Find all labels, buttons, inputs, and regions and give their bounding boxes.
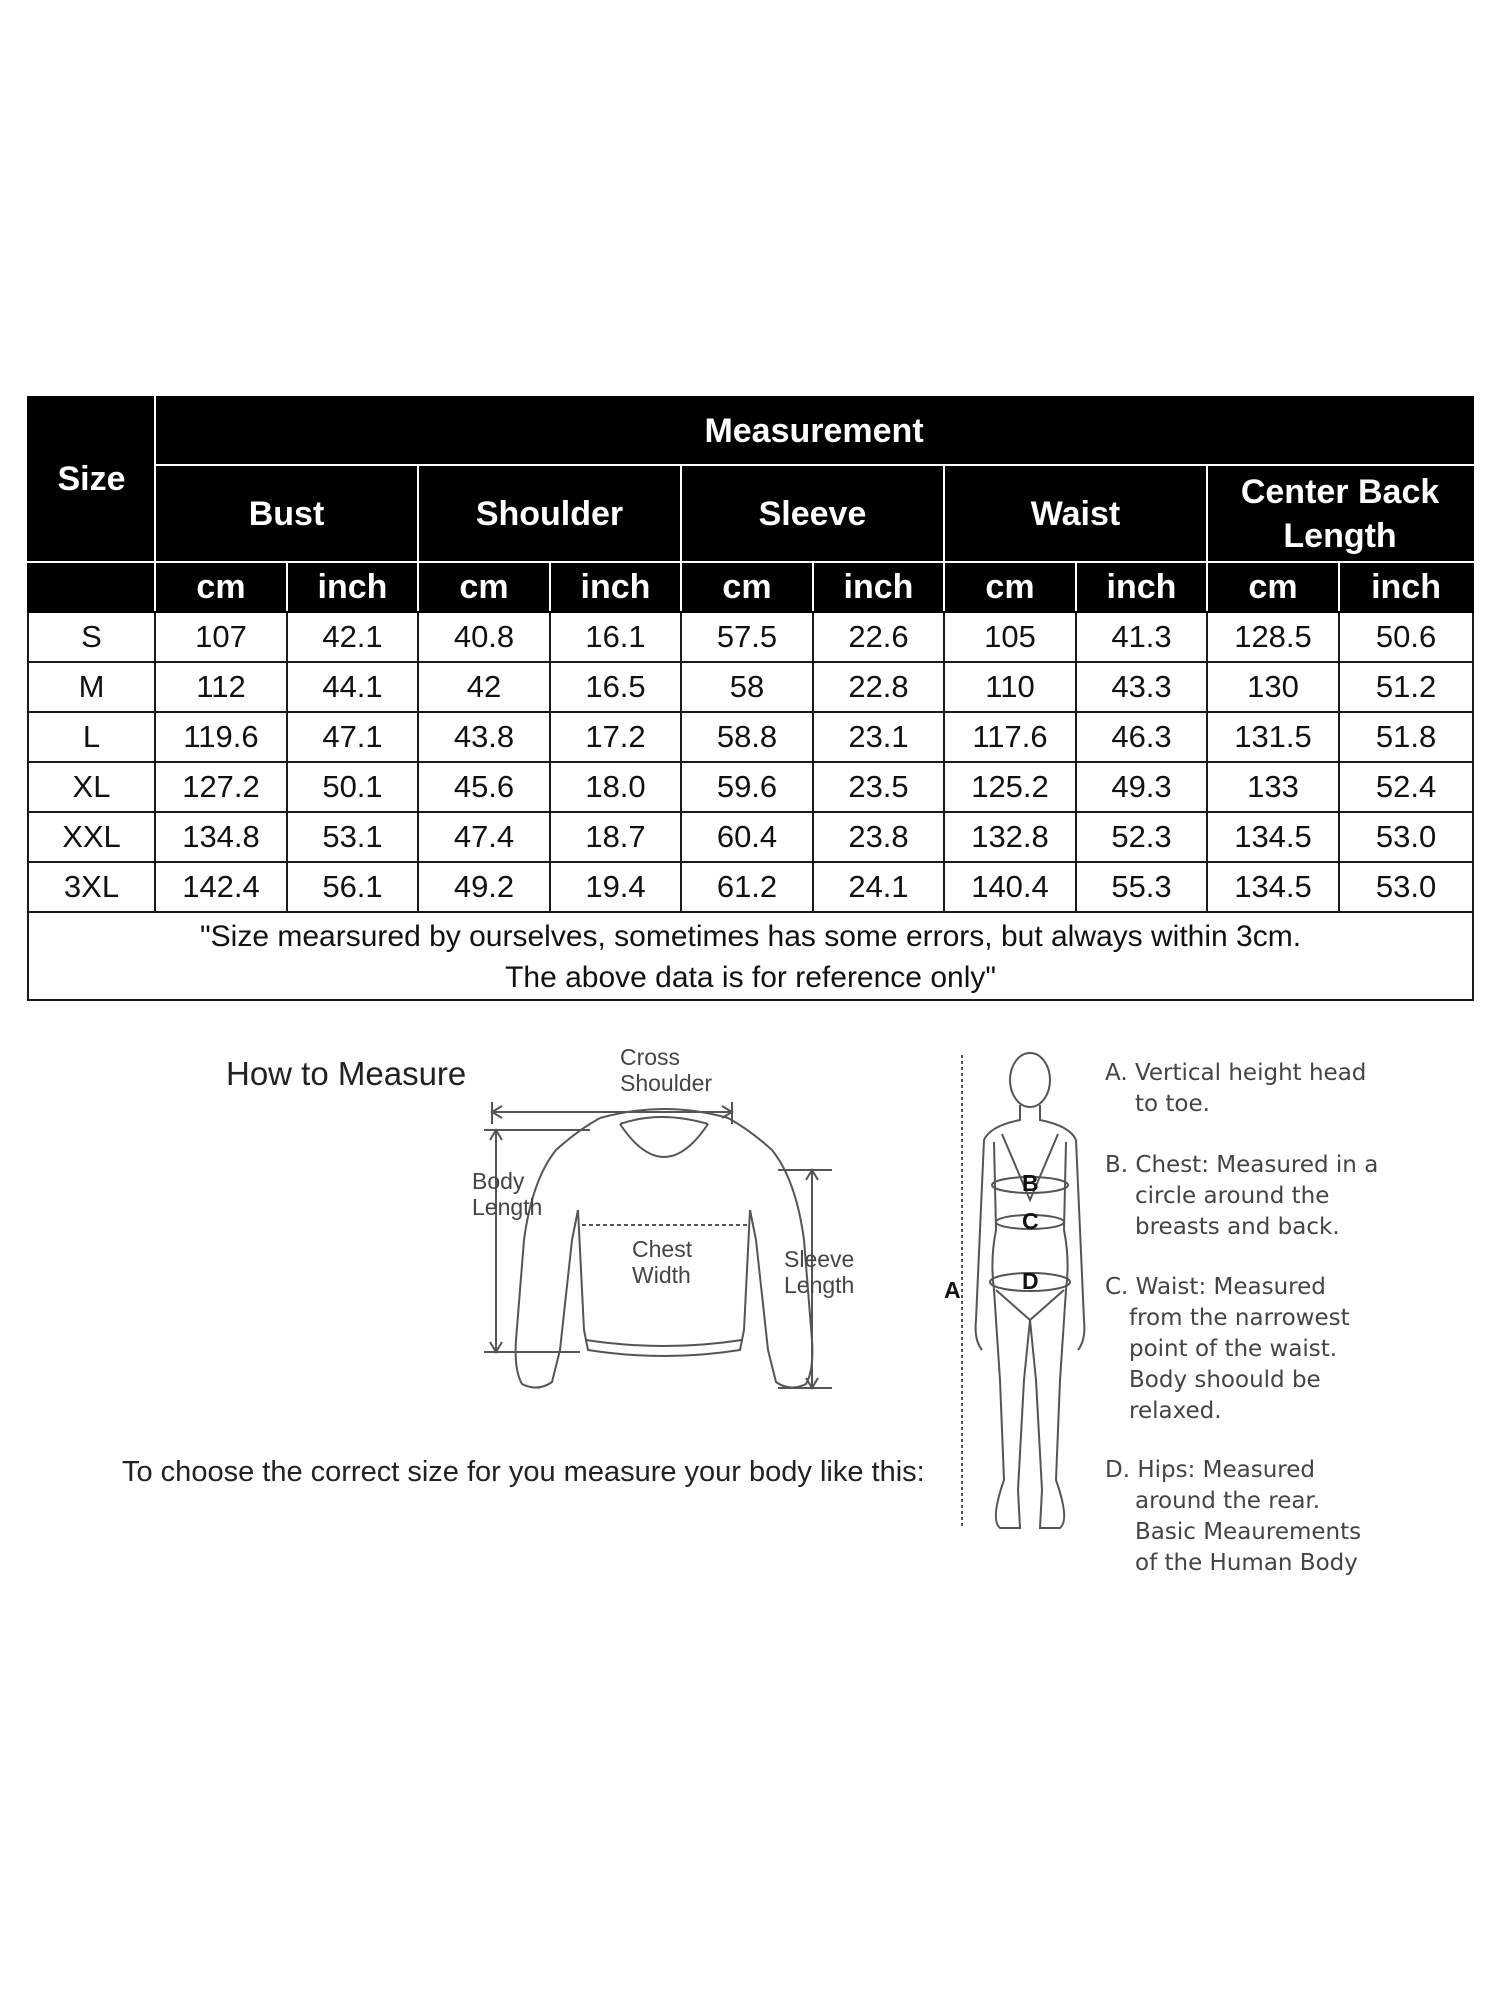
note-line-1: "Size mearsured by ourselves, sometimes has some errors, but always within 3cm. bbox=[200, 920, 1302, 953]
sleeve-header: Sleeve bbox=[681, 465, 944, 562]
table-cell: 131.5 bbox=[1207, 712, 1339, 762]
chest-width-label-line: Width bbox=[632, 1262, 691, 1288]
table-cell: 52.3 bbox=[1076, 812, 1207, 862]
table-cell: 18.0 bbox=[550, 762, 681, 812]
body-letter-a: A bbox=[944, 1277, 961, 1303]
definition-line: D. Hips: Measured bbox=[1105, 1457, 1316, 1483]
table-row bbox=[28, 612, 1473, 662]
table-cell: 50.1 bbox=[287, 762, 418, 812]
table-cell: 59.6 bbox=[681, 762, 813, 812]
table-cell: 43.3 bbox=[1076, 662, 1207, 712]
shoulder-header: Shoulder bbox=[418, 465, 681, 562]
definition-line: breasts and back. bbox=[1135, 1214, 1340, 1240]
table-cell: 128.5 bbox=[1207, 612, 1339, 662]
how-to-measure-title: How to Measure bbox=[226, 1055, 467, 1092]
definition-line: point of the waist. bbox=[1129, 1336, 1338, 1362]
table-cell: 23.5 bbox=[813, 762, 944, 812]
table-cell: 125.2 bbox=[944, 762, 1076, 812]
table-cell: 16.5 bbox=[550, 662, 681, 712]
unit-header: inch bbox=[1076, 562, 1207, 612]
definition-line: B. Chest: Measured in a bbox=[1105, 1152, 1379, 1178]
table-cell: 134.5 bbox=[1207, 812, 1339, 862]
table-cell: 53.0 bbox=[1339, 812, 1473, 862]
size-cell: M bbox=[28, 662, 155, 712]
definition-c bbox=[1105, 1272, 1350, 1427]
sleeve-length-label-line: Length bbox=[784, 1272, 855, 1298]
unit-header: inch bbox=[813, 562, 944, 612]
definition-line: relaxed. bbox=[1129, 1398, 1222, 1424]
unit-header: cm bbox=[155, 562, 287, 612]
table-cell: 47.1 bbox=[287, 712, 418, 762]
garment-diagram bbox=[460, 1040, 880, 1420]
human-body-icon bbox=[950, 1050, 1110, 1550]
table-cell: 49.2 bbox=[418, 862, 550, 912]
table-cell: 53.1 bbox=[287, 812, 418, 862]
measurement-header: Measurement bbox=[155, 397, 1473, 465]
body-length-label-line: Body bbox=[472, 1168, 525, 1194]
table-cell: 140.4 bbox=[944, 862, 1076, 912]
table-cell: 40.8 bbox=[418, 612, 550, 662]
size-cell: XL bbox=[28, 762, 155, 812]
sweater-illustration-icon bbox=[460, 1040, 880, 1420]
table-cell: 19.4 bbox=[550, 862, 681, 912]
table-cell: 51.2 bbox=[1339, 662, 1473, 712]
table-cell: 51.8 bbox=[1339, 712, 1473, 762]
body-letter-b: B bbox=[1022, 1170, 1039, 1196]
unit-header: cm bbox=[1207, 562, 1339, 612]
center-back-length-header: Center Back Length bbox=[1207, 465, 1473, 562]
definition-d bbox=[1105, 1455, 1361, 1579]
table-cell: 57.5 bbox=[681, 612, 813, 662]
table-cell: 130 bbox=[1207, 662, 1339, 712]
table-cell: 55.3 bbox=[1076, 862, 1207, 912]
table-cell: 18.7 bbox=[550, 812, 681, 862]
unit-header: cm bbox=[944, 562, 1076, 612]
table-cell: 22.6 bbox=[813, 612, 944, 662]
chest-width-label-line: Chest bbox=[632, 1236, 693, 1262]
cross-shoulder-label bbox=[620, 1044, 712, 1096]
definition-line: A. Vertical height head bbox=[1105, 1060, 1367, 1086]
definition-b bbox=[1105, 1150, 1378, 1243]
table-cell: 42 bbox=[418, 662, 550, 712]
definition-line: around the rear. bbox=[1135, 1488, 1321, 1514]
definition-line: to toe. bbox=[1135, 1091, 1210, 1117]
body-length-label-line: Length bbox=[472, 1194, 543, 1220]
definition-line: of the Human Body bbox=[1135, 1550, 1358, 1576]
size-cell: 3XL bbox=[28, 862, 155, 912]
table-cell: 117.6 bbox=[944, 712, 1076, 762]
chest-width-label bbox=[632, 1236, 692, 1288]
table-cell: 110 bbox=[944, 662, 1076, 712]
table-cell: 46.3 bbox=[1076, 712, 1207, 762]
table-cell: 43.8 bbox=[418, 712, 550, 762]
definition-line: C. Waist: Measured bbox=[1105, 1274, 1326, 1300]
table-cell: 56.1 bbox=[287, 862, 418, 912]
table-cell: 107 bbox=[155, 612, 287, 662]
table-cell: 16.1 bbox=[550, 612, 681, 662]
table-cell: 23.8 bbox=[813, 812, 944, 862]
table-cell: 17.2 bbox=[550, 712, 681, 762]
table-cell: 45.6 bbox=[418, 762, 550, 812]
table-cell: 42.1 bbox=[287, 612, 418, 662]
table-cell: 134.8 bbox=[155, 812, 287, 862]
unit-header: inch bbox=[550, 562, 681, 612]
table-cell: 58 bbox=[681, 662, 813, 712]
table-cell: 50.6 bbox=[1339, 612, 1473, 662]
definition-line: from the narrowest bbox=[1129, 1305, 1350, 1331]
table-cell: 41.3 bbox=[1076, 612, 1207, 662]
table-cell: 132.8 bbox=[944, 812, 1076, 862]
table-cell: 49.3 bbox=[1076, 762, 1207, 812]
table-cell: 142.4 bbox=[155, 862, 287, 912]
table-cell: 52.4 bbox=[1339, 762, 1473, 812]
sleeve-length-label-line: Sleeve bbox=[784, 1246, 855, 1272]
table-note-row bbox=[28, 912, 1473, 1000]
cross-shoulder-label-line: Cross bbox=[620, 1044, 681, 1070]
table-cell: 119.6 bbox=[155, 712, 287, 762]
table-cell: 105 bbox=[944, 612, 1076, 662]
size-cell: XXL bbox=[28, 812, 155, 862]
table-cell: 133 bbox=[1207, 762, 1339, 812]
body-length-label bbox=[472, 1168, 542, 1220]
table-row bbox=[28, 862, 1473, 912]
bust-header: Bust bbox=[155, 465, 418, 562]
unit-header: inch bbox=[1339, 562, 1473, 612]
body-letter-c: C bbox=[1022, 1208, 1039, 1234]
table-cell: 60.4 bbox=[681, 812, 813, 862]
sleeve-length-label bbox=[784, 1246, 854, 1298]
waist-header: Waist bbox=[944, 465, 1207, 562]
note-line-2: The above data is for reference only" bbox=[505, 961, 997, 994]
body-diagram bbox=[944, 1050, 1110, 1550]
size-chart-table bbox=[27, 396, 1474, 1001]
definition-line: Body shoould be bbox=[1129, 1367, 1321, 1393]
definition-a bbox=[1105, 1058, 1366, 1120]
unit-header: inch bbox=[287, 562, 418, 612]
size-cell: S bbox=[28, 612, 155, 662]
unit-header: cm bbox=[681, 562, 813, 612]
table-row bbox=[28, 762, 1473, 812]
table-cell: 22.8 bbox=[813, 662, 944, 712]
table-row bbox=[28, 662, 1473, 712]
table-cell: 24.1 bbox=[813, 862, 944, 912]
cross-shoulder-label-line: Shoulder bbox=[620, 1070, 713, 1096]
table-cell: 61.2 bbox=[681, 862, 813, 912]
table-cell: 134.5 bbox=[1207, 862, 1339, 912]
table-cell: 47.4 bbox=[418, 812, 550, 862]
choose-size-instruction: To choose the correct size for you measure your body like this: bbox=[122, 1456, 925, 1488]
table-cell: 23.1 bbox=[813, 712, 944, 762]
table-cell: 58.8 bbox=[681, 712, 813, 762]
table-cell: 44.1 bbox=[287, 662, 418, 712]
table-cell: 127.2 bbox=[155, 762, 287, 812]
unit-header: cm bbox=[418, 562, 550, 612]
body-letter-d: D bbox=[1022, 1268, 1039, 1294]
definition-line: circle around the bbox=[1135, 1183, 1330, 1209]
size-header: Size bbox=[28, 397, 155, 562]
definition-line: Basic Meaurements bbox=[1135, 1519, 1362, 1545]
table-cell: 112 bbox=[155, 662, 287, 712]
size-header-blank bbox=[28, 562, 155, 612]
size-cell: L bbox=[28, 712, 155, 762]
table-row bbox=[28, 712, 1473, 762]
table-note bbox=[28, 912, 1473, 1000]
table-cell: 53.0 bbox=[1339, 862, 1473, 912]
table-row bbox=[28, 812, 1473, 862]
